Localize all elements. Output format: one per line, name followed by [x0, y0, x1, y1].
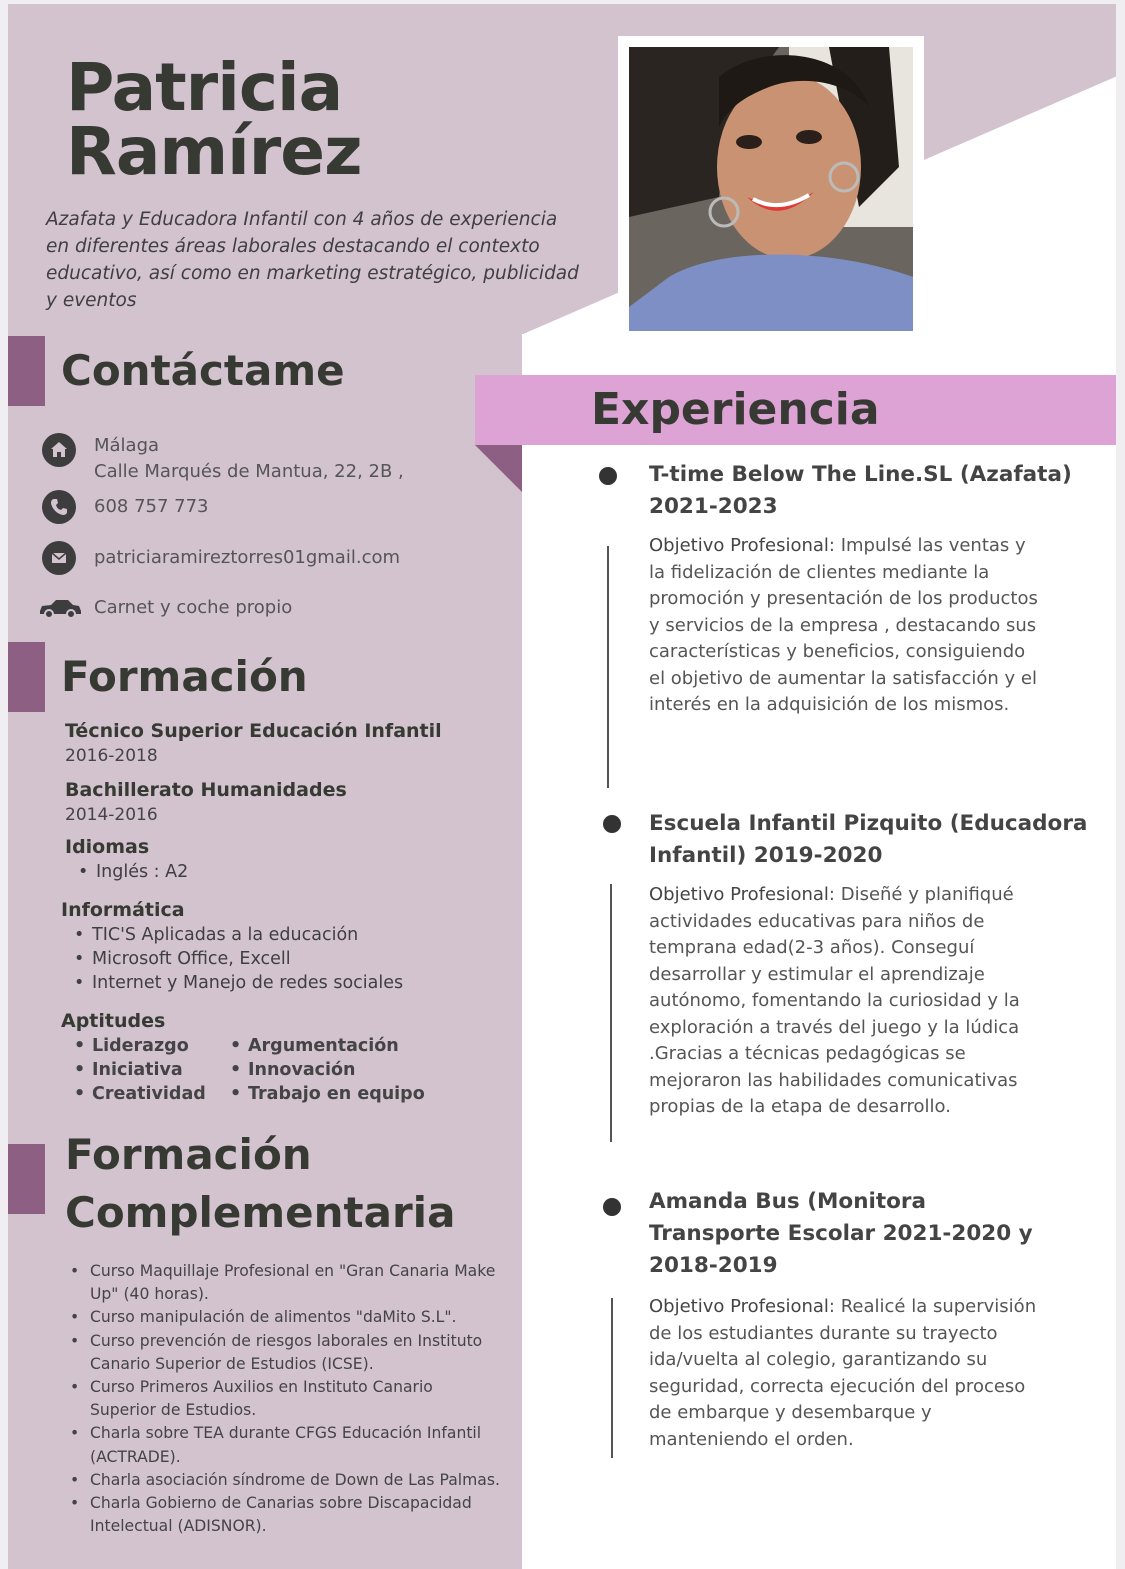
- first-name: Patricia: [66, 49, 343, 126]
- skills-heading: Aptitudes: [61, 1010, 166, 1032]
- timeline-line: [610, 884, 612, 1142]
- education-degree: Técnico Superior Educación Infantil: [65, 720, 442, 742]
- education-section-bar: [8, 642, 45, 712]
- list-item: • Charla Gobierno de Canarias sobre Discapacidad Intelectual (ADISNOR).: [70, 1492, 500, 1538]
- candidate-name: [66, 49, 362, 190]
- complementary-title-line2: Complementaria: [65, 1188, 456, 1237]
- timeline-dot: [599, 467, 617, 485]
- profile-photo: [629, 47, 913, 331]
- list-item: • Curso prevención de riesgos laborales en Instituto Canario Superior de Estudios (ICSE).: [70, 1330, 500, 1376]
- contact-phone: 608 757 773: [94, 496, 209, 517]
- job-text: : Impulsé las ventas y la fidelización de clientes mediante la promoción y presentación de los productos y servicios de la empresa , destacando sus características y beneficios, consiguiendo el objetivo de aumentar la satisfacción y el interés en la adquisición de los mismos.: [649, 535, 1038, 715]
- languages-heading: Idiomas: [65, 836, 150, 858]
- job-title: T-time Below The Line.SL (Azafata) 2021-2023: [649, 462, 1072, 519]
- it-list: [70, 923, 403, 995]
- list-item: • Curso Maquillaje Profesional en "Gran Canaria Make Up" (40 horas).: [70, 1260, 500, 1306]
- it-heading: Informática: [61, 899, 185, 921]
- profile-photo-frame: [618, 36, 924, 342]
- contact-email: patriciaramireztorres01gmail.com: [94, 547, 401, 568]
- list-item: • Curso manipulación de alimentos "daMito S.L".: [70, 1306, 500, 1329]
- job-label: Objetivo Profesional: [649, 884, 829, 905]
- contact-city: Málaga: [94, 435, 160, 456]
- job-label: Objetivo Profesional: [649, 535, 829, 556]
- list-item: • Creatividad: [70, 1082, 206, 1106]
- list-item: • Trabajo en equipo: [226, 1082, 425, 1106]
- resume-page: [8, 4, 1116, 1569]
- contact-address-row: [42, 433, 404, 485]
- contact-phone-row: [42, 490, 209, 524]
- timeline-line: [611, 1298, 613, 1458]
- job-text: : Realicé la supervisión de los estudiantes durante su trayecto ida/vuelta al colegio, garantizando su seguridad, correcta ejecución del proceso de embarque y desembarque y manteniendo el orden.: [649, 1296, 1037, 1450]
- list-item: • Iniciativa: [70, 1058, 206, 1082]
- phone-icon: [42, 490, 76, 524]
- contact-section-bar: [8, 336, 45, 406]
- job-description: [649, 1294, 1039, 1453]
- timeline-dot: [603, 815, 621, 833]
- list-item: • Internet y Manejo de redes sociales: [70, 971, 403, 995]
- job-text: : Diseñé y planifiqué actividades educativas para niños de temprana edad(2-3 años). Conseguí desarrollar y estimular el aprendizaje autónomo, fomentando la curiosidad y la exploración a través del juego y la lúdica .Gracias a técnicas pedagógicas se mejoraron las habilidades comunicativas propias de la etapa de desarrollo.: [649, 884, 1020, 1117]
- complementary-title: [65, 1126, 455, 1242]
- experience-title: Experiencia: [591, 384, 880, 435]
- languages-list: [74, 860, 188, 884]
- complementary-section-bar: [8, 1144, 45, 1214]
- contact-email-row: [42, 541, 400, 575]
- list-item: • Argumentación: [226, 1034, 425, 1058]
- last-name: Ramírez: [66, 113, 362, 190]
- mail-icon: [42, 541, 76, 575]
- skills-list-col2: [226, 1034, 425, 1106]
- job-description: [649, 533, 1039, 719]
- profile-summary: Azafata y Educadora Infantil con 4 años de experiencia en diferentes áreas laborales destacando el contexto educativo, así como en marketing estratégico, publicidad y eventos: [46, 209, 579, 311]
- job-description: [649, 882, 1039, 1121]
- contact-title: Contáctame: [61, 346, 345, 395]
- portrait-illustration: [629, 47, 913, 331]
- timeline-dot: [603, 1198, 621, 1216]
- skills-list-col1: [70, 1034, 206, 1106]
- car-icon: [38, 593, 82, 623]
- education-title: Formación: [61, 652, 308, 701]
- job-title: Escuela Infantil Pizquito (Educadora Infantil) 2019-2020: [649, 811, 1088, 868]
- list-item: • Innovación: [226, 1058, 425, 1082]
- complementary-list: [70, 1260, 500, 1538]
- timeline-line: [607, 546, 609, 788]
- list-item: • Inglés : A2: [74, 860, 188, 884]
- home-icon: [42, 433, 76, 467]
- list-item: • Charla asociación síndrome de Down de Las Palmas.: [70, 1469, 500, 1492]
- list-item: • Microsoft Office, Excell: [70, 947, 403, 971]
- contact-license-row: [38, 593, 292, 623]
- list-item: • Liderazgo: [70, 1034, 206, 1058]
- complementary-title-line1: Formación: [65, 1130, 312, 1179]
- list-item: • TIC'S Aplicadas a la educación: [70, 923, 403, 947]
- job-label: Objetivo Profesional: [649, 1296, 829, 1317]
- education-degree: Bachillerato Humanidades: [65, 779, 347, 801]
- contact-license: Carnet y coche propio: [94, 597, 293, 618]
- list-item: • Curso Primeros Auxilios en Instituto Canario Superior de Estudios.: [70, 1376, 500, 1422]
- list-item: • Charla sobre TEA durante CFGS Educación Infantil (ACTRADE).: [70, 1422, 500, 1468]
- education-years: 2014-2016: [65, 805, 158, 825]
- contact-address: [94, 433, 404, 485]
- education-years: 2016-2018: [65, 746, 158, 766]
- job-title: Amanda Bus (Monitora Transporte Escolar 2021-2020 y 2018-2019: [649, 1189, 1033, 1278]
- contact-street: Calle Marqués de Mantua, 22, 2B ,: [94, 461, 404, 482]
